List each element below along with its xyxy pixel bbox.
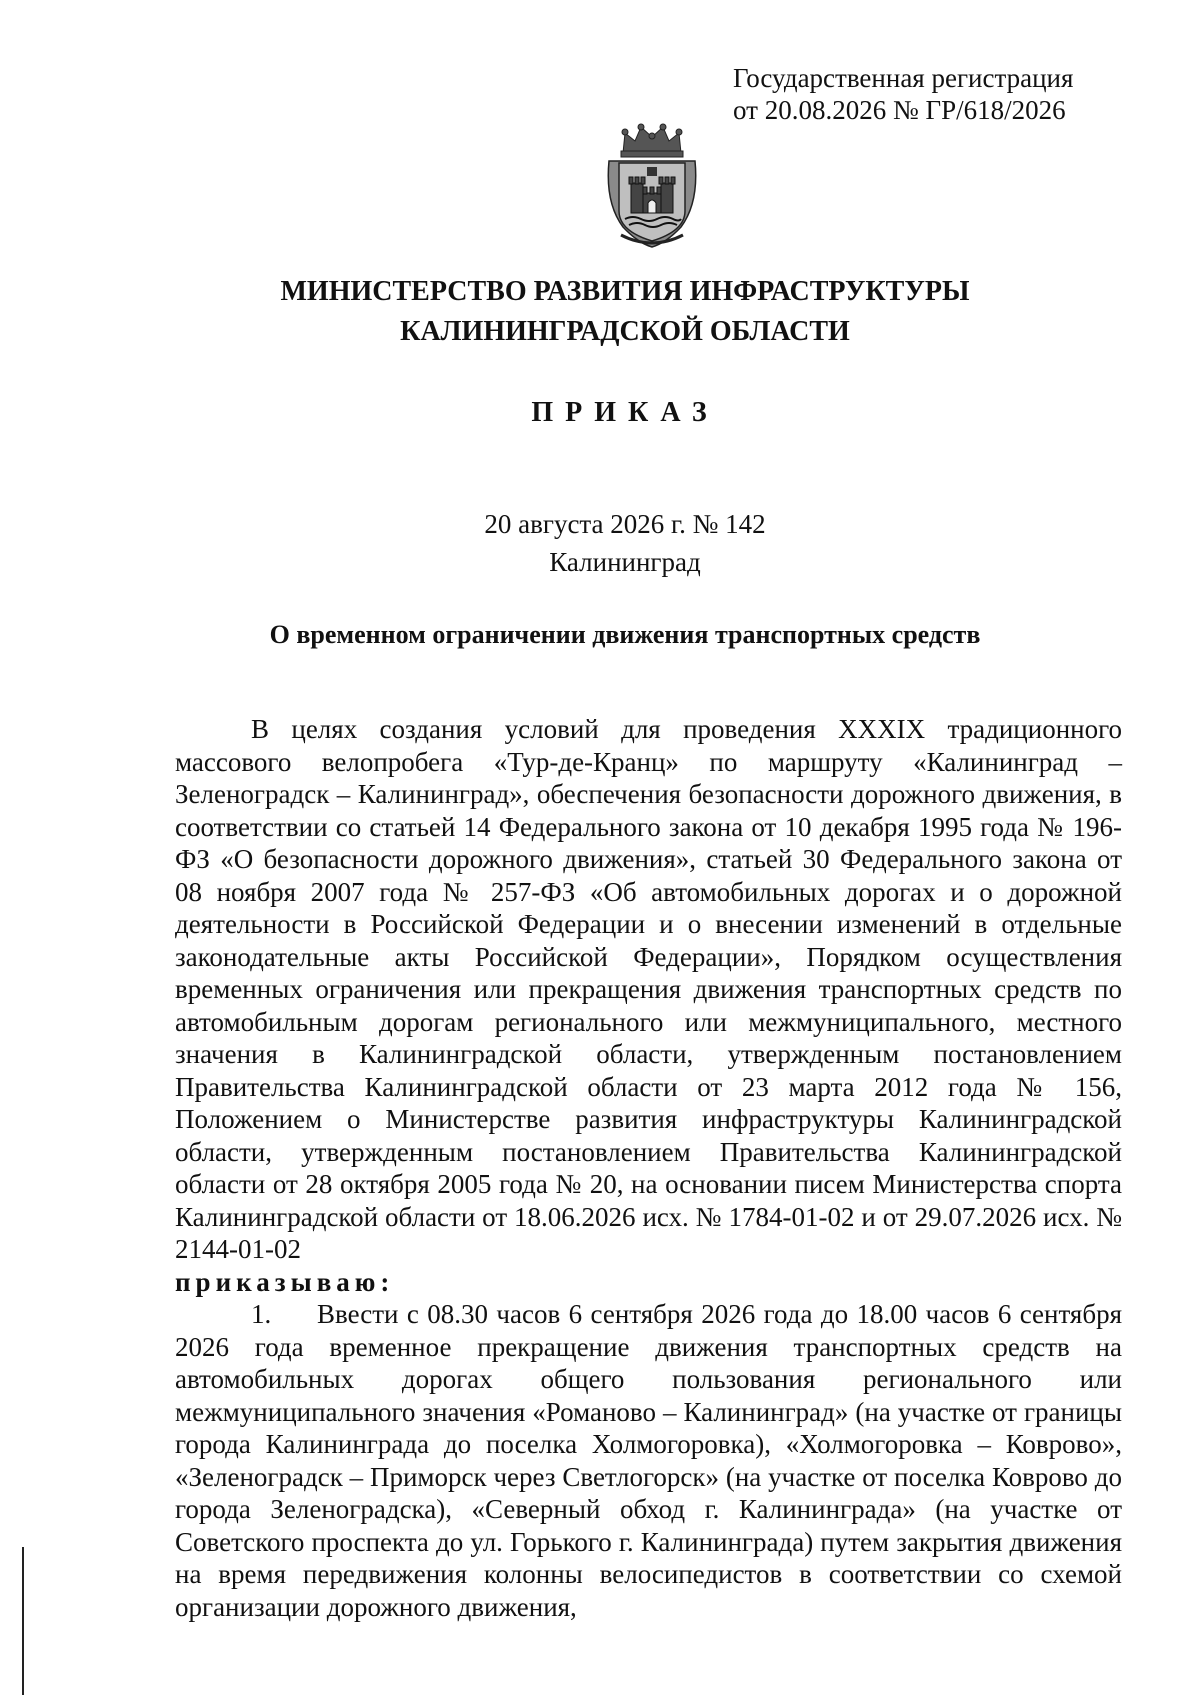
order-item-text: Ввести с 08.30 часов 6 сентября 2026 года до 18.00 часов 6 сентября 2026 года временное прекращение движения транспортных средств на автомобильных дорогах общего пользования регионального или межмуниципального значения «Романово – Калининград» (на участке от границы города Калининграда до поселка Холмогоровка), «Холмогоровка – Коврово», «Зеленоградск – Приморск через Светлогорск» (на участке от поселка Коврово до города Зеленоградска), «Северный обход г. Калининграда» (на участке от Советского проспекта до ул. Горького г. Калининграда) путем закрытия движения на время передвижения колонны велосипедистов в соответствии со схемой организации дорожного движения, <box>175 1299 1122 1622</box>
document-body <box>175 713 1122 1623</box>
registration-line-2: от 20.08.2026 № ГР/618/2026 <box>733 95 1066 125</box>
ministry-name <box>0 272 1200 352</box>
city: Калининград <box>549 547 701 577</box>
ordering-word: приказываю: <box>175 1266 395 1297</box>
order-item-number: 1. <box>251 1299 272 1329</box>
registration-line-1: Государственная регистрация <box>733 63 1074 93</box>
scan-margin-line <box>22 1547 24 1695</box>
order-item <box>175 1298 1122 1623</box>
registration-stamp <box>733 62 1153 126</box>
date-number-block <box>0 505 1200 581</box>
kaliningrad-coat-of-arms-icon <box>603 123 701 251</box>
document-type: ПРИКАЗ <box>531 397 719 428</box>
date-number: 20 августа 2026 г. № 142 <box>484 509 766 539</box>
document-subject: О временном ограничении движения транспортных средств <box>269 620 981 649</box>
ministry-line-1: МИНИСТЕРСТВО РАЗВИТИЯ ИНФРАСТРУКТУРЫ <box>280 276 970 307</box>
ministry-line-2: КАЛИНИНГРАДСКОЙ ОБЛАСТИ <box>400 316 850 347</box>
preamble-paragraph: В целях создания условий для проведения XXXIX традиционного массового велопробега «Тур-де-Кранц» по маршруту «Калининград – Зеленоградск – Калининград», обеспечения безопасности дорожного движения, в соответствии со статьей 14 Федерального закона от 10 декабря 1995 года № 196-ФЗ «О безопасности дорожного движения», статьей 30 Федерального закона от 08 ноября 2007 года № 257-ФЗ «Об автомобильных дорогах и о дорожной деятельности в Российской Федерации и о внесении изменений в отдельные законодательные акты Российской Федерации», Порядком осуществления временных ограничения или прекращения движения транспортных средств по автомобильным дорогам регионального или межмуниципального, местного значения в Калининградской области, утвержденным постановлением Правительства Калининградской области от 23 марта 2012 года № 156, Положением о Министерстве развития инфраструктуры Калининградской области, утвержденным постановлением Правительства Калининградской области от 28 октября 2005 года № 20, на основании писем Министерства спорта Калининградской области от 18.06.2026 исх. № 1784-01-02 и от 29.07.2026 исх. № 2144-01-02 <box>175 714 1122 1264</box>
